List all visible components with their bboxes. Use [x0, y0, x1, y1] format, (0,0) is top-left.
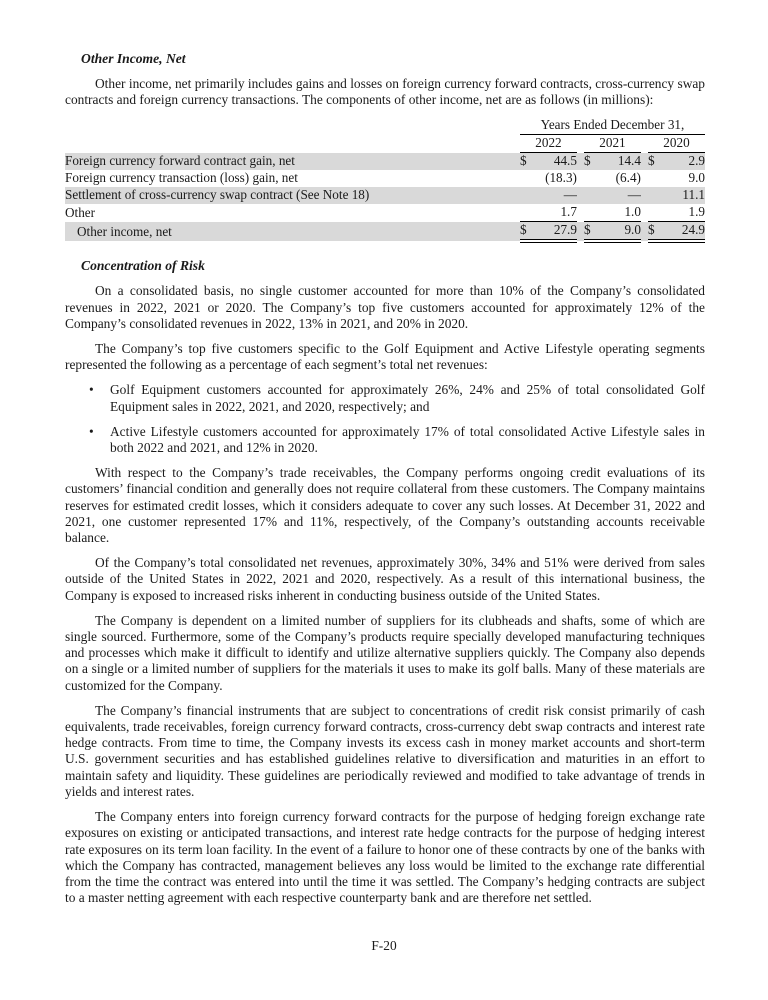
currency-symbol — [584, 187, 598, 204]
currency-symbol — [520, 204, 534, 222]
list-item-active-lifestyle — [89, 424, 705, 456]
value-cell: 9.0 — [688, 170, 705, 186]
table-period-header: Years Ended December 31, — [520, 117, 705, 135]
column-header-2020: 2020 — [648, 135, 705, 153]
currency-symbol — [584, 204, 598, 222]
currency-symbol: $ — [520, 153, 534, 171]
row-label: Other — [65, 204, 96, 220]
bullet-text: Golf Equipment customers accounted for approximately 26%, 24% and 25% of total consolidated Golf Equipment sales in 2022, 2021, and 2020, respectively; and — [110, 382, 705, 414]
value-cell: (6.4) — [615, 170, 641, 186]
row-label: Settlement of cross-currency swap contract (See Note 18) — [65, 187, 513, 204]
section-heading-concentration-of-risk: Concentration of Risk — [81, 258, 205, 274]
value-cell: — — [598, 187, 641, 204]
currency-symbol: $ — [648, 222, 662, 242]
spacer — [641, 204, 648, 222]
empty-cell — [65, 135, 513, 153]
currency-symbol — [520, 187, 534, 204]
spacer — [513, 222, 520, 242]
page-content — [65, 50, 705, 906]
column-header-2021: 2021 — [584, 135, 641, 153]
table-period-header-row — [65, 117, 705, 135]
currency-symbol — [648, 204, 662, 222]
column-header-2022: 2022 — [520, 135, 577, 153]
currency-symbol: $ — [520, 222, 534, 242]
value-cell: 9.0 — [598, 222, 641, 242]
row-label: Foreign currency transaction (loss) gain, net — [65, 170, 298, 186]
table-total-row — [65, 222, 705, 242]
spacer — [577, 135, 584, 153]
paragraph-consolidated-basis: On a consolidated basis, no single customer accounted for more than 10% of the Company’s consolidated revenues in 2022, 2021 or 2020. The Company’s top five customers accounted for approximately 12% of the Company’s consolidated revenues in 2022, 13% in 2021, and 20% in 2020. — [65, 283, 705, 331]
value-cell: 1.9 — [662, 204, 705, 222]
row-label: Foreign currency forward contract gain, net — [65, 153, 513, 171]
value-cell: — — [534, 187, 577, 204]
spacer — [513, 204, 520, 222]
spacer — [577, 204, 584, 222]
value-cell: 11.1 — [662, 187, 705, 204]
value-cell: 2.9 — [662, 153, 705, 171]
paragraph-forward-contracts: The Company enters into foreign currency forward contracts for the purpose of hedging foreign exchange rate exposures on existing or anticipated transactions, and interest rate hedge contracts for the purpose of hedging interest rate exposures on its term loan facility. In the event of a failure to honor one of these contracts by one of the banks with which the Company has contracted, management believes any loss would be limited to the exchange rate differential from the time the contract was entered into until the time it was settled. The Company’s hedging contracts are subject to a master netting agreement with each respective counterparty bank and are therefore net settled. — [65, 809, 705, 906]
spacer — [641, 170, 648, 187]
bullet-text: Active Lifestyle customers accounted for approximately 17% of total consolidated Active Lifestyle sales in both 2022 and 2021, and 12% in 2020. — [110, 423, 705, 456]
currency-symbol — [520, 170, 534, 187]
value-cell: (18.3) — [545, 170, 577, 186]
spacer — [577, 170, 584, 187]
table-row — [65, 204, 705, 222]
value-cell: 1.0 — [598, 204, 641, 222]
paragraph-top-five-customers: The Company’s top five customers specific to the Golf Equipment and Active Lifestyle operating segments represented the following as a percentage of each segment’s total net revenues: — [65, 341, 705, 373]
spacer — [513, 170, 520, 187]
value-cell: 1.7 — [534, 204, 577, 222]
table-row — [65, 170, 705, 187]
spacer — [641, 187, 648, 204]
page-number: F-20 — [371, 938, 397, 953]
paragraph-trade-receivables: With respect to the Company’s trade receivables, the Company performs ongoing credit evaluations of its customers’ financial condition and generally does not require collateral from these customers. The Company maintains reserves for estimated credit losses, which it considers adequate to cover any such losses. At December 31, 2022 and 2021, one customer represented 17% and 11%, respectively, of the Company’s outstanding accounts receivable balance. — [65, 465, 705, 546]
row-label: Other income, net — [65, 222, 513, 242]
spacer — [641, 135, 648, 153]
table-row — [65, 187, 705, 204]
currency-symbol — [584, 170, 598, 187]
currency-symbol: $ — [648, 153, 662, 171]
spacer — [641, 222, 648, 242]
section-heading-other-income-net: Other Income, Net — [81, 51, 186, 66]
currency-symbol — [648, 170, 662, 187]
list-item-golf-equipment — [89, 382, 705, 414]
spacer — [641, 153, 648, 171]
spacer — [513, 187, 520, 204]
currency-symbol: $ — [584, 222, 598, 242]
paragraph-financial-instruments: The Company’s financial instruments that are subject to concentrations of credit risk consist primarily of cash equivalents, trade receivables, foreign currency forward contracts, cross-currency debt swap contracts and interest rate hedge contracts. From time to time, the Company invests its excess cash in money market accounts and short-term U.S. government securities and has established guidelines relative to diversification and maturities in an effort to maintain safety and liquidity. These guidelines are periodically reviewed and modified to take advantage of trends in yields and interest rates. — [65, 702, 705, 799]
spacer — [577, 222, 584, 242]
spacer — [513, 153, 520, 171]
currency-symbol: $ — [584, 153, 598, 171]
spacer — [513, 135, 520, 153]
currency-symbol — [648, 187, 662, 204]
table-row — [65, 153, 705, 171]
table-year-header-row — [65, 135, 705, 153]
paragraph-international-revenues: Of the Company’s total consolidated net revenues, approximately 30%, 34% and 51% were derived from sales outside of the United States in 2022, 2021 and 2020, respectively. As a result of this international business, the Company is exposed to increased risks inherent in conducting business outside of the United States. — [65, 555, 705, 603]
value-cell: 27.9 — [534, 222, 577, 242]
bullet-icon: • — [89, 423, 94, 439]
paragraph-suppliers: The Company is dependent on a limited number of suppliers for its clubheads and shafts, some of which are single sourced. Furthermore, some of the Company’s products require specially developed manufacturing techniques and processes which make it difficult to identify and utilize alternative suppliers quickly. The Company also depends on a single or a limited number of suppliers for the materials it uses to make its golf balls. Many of these materials are customized for the Company. — [65, 612, 705, 693]
spacer — [577, 153, 584, 171]
empty-cell — [65, 117, 513, 135]
spacer — [513, 117, 520, 135]
value-cell: 24.9 — [662, 222, 705, 242]
value-cell: 14.4 — [598, 153, 641, 171]
spacer — [577, 187, 584, 204]
paragraph-other-income-intro: Other income, net primarily includes gains and losses on foreign currency forward contracts, cross-currency swap contracts and foreign currency transactions. The components of other income, net are as follows (in millions): — [65, 76, 705, 108]
bullet-list — [65, 382, 705, 456]
bullet-icon: • — [89, 382, 94, 398]
value-cell: 44.5 — [534, 153, 577, 171]
other-income-table — [65, 117, 705, 243]
